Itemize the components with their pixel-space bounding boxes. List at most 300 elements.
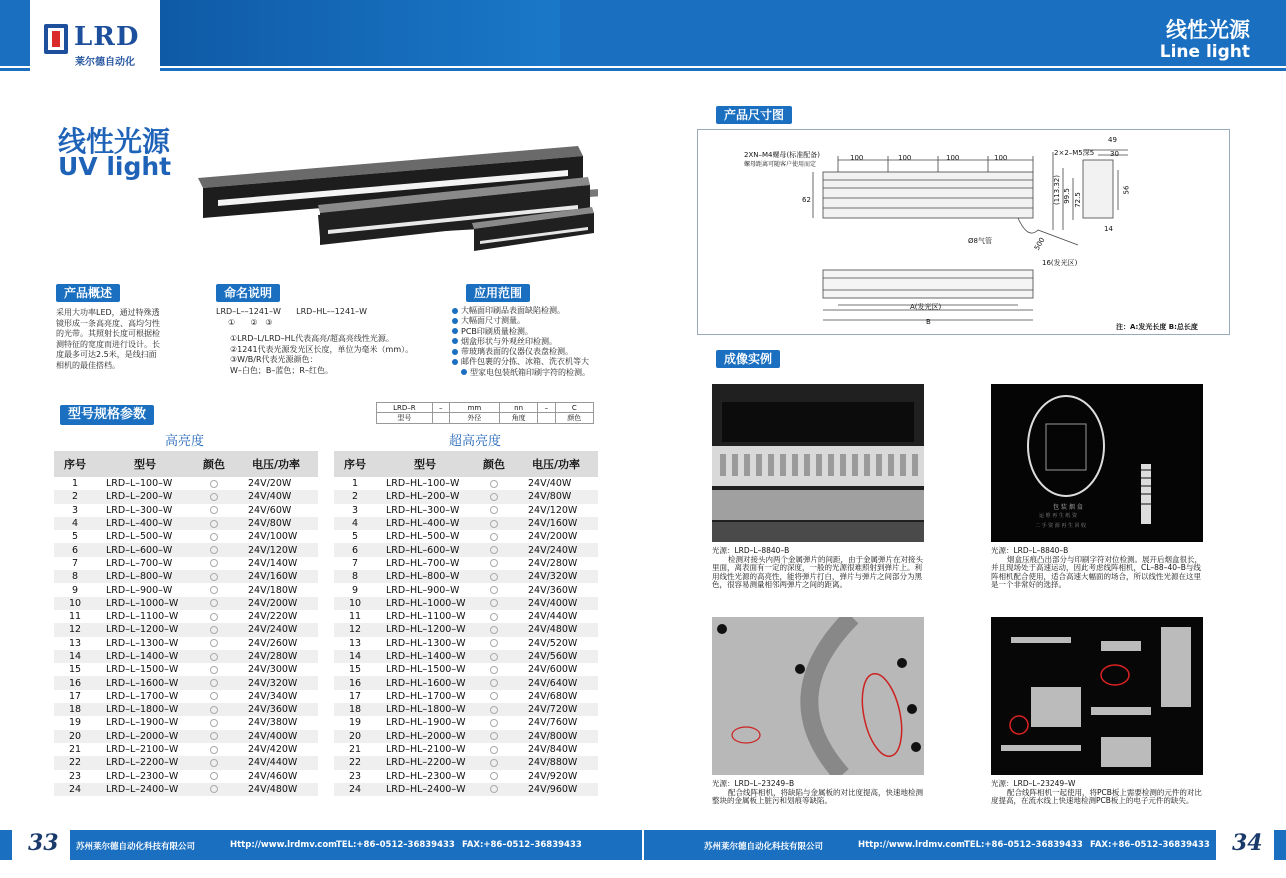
table-row — [54, 583, 318, 596]
table-row — [334, 756, 598, 769]
spec-table-high: 序号 型号 颜色 电压/功率 1 LRD–L–100–W 24V/20W 2 LRD–L–200–W 24V/40W 3 LRD–L–300–W 24V/60W 4 LRD–L–400–W 24V/80W 5 LRD–L–500–W 24V/100W 6 LRD–L–600–W 24V/120W 7 LRD–L–700–W 24V/140W 8 LRD–L–800–W 24V/160W 9 LRD–L–900–W 24V/180W 10 LRD–L–1000–W 24V/200W 11 LRD–L–1100–W 24V/220W 12 LRD–L–1200–W 24V/240W 13 LRD–L–1300–W 24V/260W 14 LRD–L–1400–W 24V/280W 15 LRD–L–1500–W 24V/300W 16 LRD–L–1600–W 24V/320W 17 LRD–L–1700–W 24V/340W 18 LRD–L–1800–W 24V/360W 19 LRD–L–1900–W 24V/380W 20 LRD–L–2000–W 24V/400W 21 LRD–L–2100–W 24V/420W 22 LRD–L–2200–W 24V/440W 23 LRD–L–2300–W 24V/460W 24 LRD–L–2400–W 24V/480W — [54, 451, 318, 796]
power-cell: 24V/320W — [234, 676, 318, 689]
table-row — [334, 504, 598, 517]
color-swatch-icon — [490, 520, 498, 528]
table-row — [54, 663, 318, 676]
table-row — [54, 650, 318, 663]
table-row — [334, 637, 598, 650]
model-cell: LRD–L–1500–W — [96, 663, 194, 676]
color-swatch-icon — [210, 772, 218, 780]
spacing-2: 100 — [898, 154, 912, 162]
power-cell: 24V/400W — [514, 597, 598, 610]
row-number: 20 — [334, 730, 376, 743]
row-number: 1 — [54, 477, 96, 490]
color-cell — [194, 730, 234, 743]
product-title-en: UV light — [58, 152, 172, 181]
color-swatch-icon — [210, 653, 218, 661]
color-swatch-icon — [210, 679, 218, 687]
color-cell — [474, 543, 514, 556]
overview-text: 采用大功率LED，通过特殊透 镜形成一条高亮度、高均匀性 的光带。其照射长度可根据检 测特征的宽度而进行设计。长 度最多可达2.5米，是线扫面 相机的最佳搭档。 — [56, 308, 160, 370]
caption-3: 光源：LRD–L–23249–B 配合线阵相机，将缺陷与金属板的对比度提高，快速地检测整块的金属板上脏污和划痕等缺陷。 — [712, 779, 923, 806]
table-row — [54, 783, 318, 796]
model-code-table: LRD–R – mm nn – C 型号 外径 角度 颜色 — [376, 402, 594, 424]
model-cell: LRD–L–1000–W — [96, 597, 194, 610]
color-cell — [474, 650, 514, 663]
color-cell — [474, 716, 514, 729]
power-cell: 24V/160W — [234, 570, 318, 583]
color-cell — [194, 743, 234, 756]
cig-text-2: 运 维 再 生 纸 资 — [1039, 513, 1077, 519]
row-number: 5 — [54, 530, 96, 543]
model-cell: LRD–L–1200–W — [96, 623, 194, 636]
table-row — [54, 570, 318, 583]
color-cell — [194, 637, 234, 650]
spacing-1: 100 — [850, 154, 864, 162]
model-cell: LRD–L–2000–W — [96, 730, 194, 743]
list-item: 型家电包装纸箱印刷字符的检测。 — [452, 368, 612, 378]
color-cell — [474, 703, 514, 716]
table-row — [334, 703, 598, 716]
power-cell: 24V/400W — [234, 730, 318, 743]
power-cell: 24V/280W — [234, 650, 318, 663]
logo — [30, 0, 160, 72]
cig-text-1: 包 装 烟 盒 — [1053, 504, 1083, 511]
power-cell: 24V/880W — [514, 756, 598, 769]
footer-fax-left: FAX:+86–0512–36839433 — [462, 840, 582, 850]
table-row — [54, 623, 318, 636]
table-row — [334, 477, 598, 490]
color-cell — [194, 663, 234, 676]
color-swatch-icon — [210, 573, 218, 581]
color-cell — [474, 756, 514, 769]
model-cell: LRD–HL–1500–W — [376, 663, 474, 676]
power-cell: 24V/480W — [234, 783, 318, 796]
color-cell — [474, 583, 514, 596]
power-cell: 24V/120W — [514, 504, 598, 517]
tag-spec: 型号规格参数 — [60, 405, 154, 425]
color-swatch-icon — [490, 759, 498, 767]
table-row — [334, 663, 598, 676]
table-row — [334, 650, 598, 663]
left-table-title: 高亮度 — [165, 434, 205, 449]
caption-4: 光源：LRD–L–23249–W 配合线阵相机一起使用，将PCB板上需要检测的元件的对比度提高，在流水线上快速地检测PCB板上的电子元件的缺失。 — [991, 779, 1202, 806]
color-cell — [474, 663, 514, 676]
color-swatch-icon — [210, 746, 218, 754]
row-number: 13 — [334, 637, 376, 650]
tag-dimensions: 产品尺寸图 — [716, 106, 792, 124]
color-cell — [474, 743, 514, 756]
model-cell: LRD–HL–800–W — [376, 570, 474, 583]
color-cell — [194, 676, 234, 689]
height-72: 72.5 — [1073, 192, 1082, 208]
color-swatch-icon — [210, 493, 218, 501]
model-cell: LRD–L–1600–W — [96, 676, 194, 689]
row-number: 8 — [54, 570, 96, 583]
power-cell: 24V/360W — [514, 583, 598, 596]
power-cell: 24V/60W — [234, 504, 318, 517]
color-cell — [194, 716, 234, 729]
power-cell: 24V/40W — [514, 477, 598, 490]
row-number: 22 — [334, 756, 376, 769]
nut-note: 螺母距离可随客户使用而定 — [744, 161, 817, 168]
model-cell: LRD–L–2100–W — [96, 743, 194, 756]
power-cell: 24V/320W — [514, 570, 598, 583]
row-number: 17 — [54, 690, 96, 703]
table-row — [54, 703, 318, 716]
color-swatch-icon — [490, 719, 498, 727]
color-swatch-icon — [210, 639, 218, 647]
color-cell — [194, 543, 234, 556]
table-row — [334, 623, 598, 636]
emit-label: 16(发光区) — [1042, 259, 1078, 267]
row-number: 18 — [334, 703, 376, 716]
color-swatch-icon — [210, 759, 218, 767]
row-number: 12 — [54, 623, 96, 636]
model-cell: LRD–L–600–W — [96, 543, 194, 556]
row-number: 9 — [334, 583, 376, 596]
table-row — [334, 783, 598, 796]
color-cell — [474, 530, 514, 543]
color-swatch-icon — [490, 639, 498, 647]
model-cell: LRD–HL–2400–W — [376, 783, 474, 796]
table-row — [334, 530, 598, 543]
color-swatch-icon — [490, 533, 498, 541]
example-photo-metal — [712, 617, 924, 775]
model-cell: LRD–L–200–W — [96, 490, 194, 503]
model-cell: LRD–HL–300–W — [376, 504, 474, 517]
list-item: 大幅面尺寸测量。 — [452, 316, 612, 326]
color-cell — [194, 504, 234, 517]
power-cell: 24V/520W — [514, 637, 598, 650]
model-cell: LRD–L–1700–W — [96, 690, 194, 703]
footer-company-left: 苏州莱尔德自动化科技有限公司 — [76, 842, 196, 852]
table-row — [54, 597, 318, 610]
model-cell: LRD–HL–1300–W — [376, 637, 474, 650]
spacing-3: 100 — [946, 154, 960, 162]
power-cell: 24V/200W — [514, 530, 598, 543]
height-62: 62 — [802, 196, 811, 204]
tag-application: 应用范围 — [466, 284, 530, 302]
table-row — [334, 770, 598, 783]
row-number: 11 — [54, 610, 96, 623]
table-row — [334, 517, 598, 530]
color-cell — [194, 517, 234, 530]
power-cell: 24V/480W — [514, 623, 598, 636]
table-row — [334, 730, 598, 743]
power-cell: 24V/40W — [234, 490, 318, 503]
power-cell: 24V/280W — [514, 557, 598, 570]
color-cell — [474, 676, 514, 689]
nut-label: 2XN–M4螺母(标准配备) — [744, 151, 820, 159]
table-row — [54, 610, 318, 623]
color-cell — [474, 570, 514, 583]
naming-text: ①LRD–L/LRD–HL代表高亮/超高亮线性光源。 ②1241代表光源发光区长度，单位为毫米（mm）。 ③W/B/R代表光源颜色： W–白色；B–蓝色；R–红色。 — [230, 334, 414, 375]
model-cell: LRD–HL–500–W — [376, 530, 474, 543]
row-number: 3 — [54, 504, 96, 517]
color-cell — [194, 477, 234, 490]
color-swatch-icon — [490, 746, 498, 754]
example-photo-connector — [712, 384, 924, 542]
row-number: 20 — [54, 730, 96, 743]
model-cell: LRD–HL–1400–W — [376, 650, 474, 663]
row-number: 18 — [54, 703, 96, 716]
color-swatch-icon — [210, 533, 218, 541]
power-cell: 24V/260W — [234, 637, 318, 650]
header-gradient — [160, 0, 560, 66]
row-number: 23 — [54, 770, 96, 783]
row-number: 21 — [334, 743, 376, 756]
right-table-title: 超高亮度 — [449, 434, 502, 449]
power-cell: 24V/160W — [514, 517, 598, 530]
power-cell: 24V/240W — [234, 623, 318, 636]
model-cell: LRD–L–400–W — [96, 517, 194, 530]
naming-marks: ① ② ③ — [228, 318, 273, 327]
b-label: B — [926, 318, 931, 326]
table-row — [334, 597, 598, 610]
color-cell — [474, 517, 514, 530]
height-99: 99.5 — [1062, 188, 1071, 204]
color-swatch-icon — [490, 613, 498, 621]
row-number: 24 — [54, 783, 96, 796]
model-cell: LRD–L–100–W — [96, 477, 194, 490]
dim-note: 注：A:发光长度 B:总长度 — [1116, 323, 1198, 331]
table-row — [334, 716, 598, 729]
row-number: 19 — [54, 716, 96, 729]
color-cell — [474, 783, 514, 796]
color-cell — [474, 477, 514, 490]
model-cell: LRD–HL–1900–W — [376, 716, 474, 729]
color-swatch-icon — [210, 480, 218, 488]
footer-url-left: Http://www.lrdmv.com — [230, 840, 338, 850]
row-number: 5 — [334, 530, 376, 543]
table-row — [54, 477, 318, 490]
model-cell: LRD–L–1100–W — [96, 610, 194, 623]
color-swatch-icon — [490, 785, 498, 793]
dimension-drawing — [697, 129, 1230, 335]
model-cell: LRD–HL–900–W — [376, 583, 474, 596]
page-number-right: 34 — [1232, 830, 1263, 856]
color-cell — [474, 557, 514, 570]
table-row — [334, 690, 598, 703]
color-swatch-icon — [490, 506, 498, 514]
row-number: 12 — [334, 623, 376, 636]
color-cell — [474, 490, 514, 503]
row-number: 19 — [334, 716, 376, 729]
color-swatch-icon — [210, 666, 218, 674]
row-number: 8 — [334, 570, 376, 583]
color-cell — [194, 623, 234, 636]
spacing-4: 100 — [994, 154, 1008, 162]
model-cell: LRD–L–1400–W — [96, 650, 194, 663]
row-number: 14 — [334, 650, 376, 663]
row-number: 2 — [54, 490, 96, 503]
table-row — [54, 770, 318, 783]
color-cell — [194, 530, 234, 543]
power-cell: 24V/760W — [514, 716, 598, 729]
color-cell — [194, 770, 234, 783]
row-number: 6 — [334, 543, 376, 556]
model-cell: LRD–L–500–W — [96, 530, 194, 543]
table-row — [334, 676, 598, 689]
list-item: PCB印刷质量检测。 — [452, 327, 612, 337]
color-cell — [194, 756, 234, 769]
color-swatch-icon — [210, 692, 218, 700]
table-row — [54, 676, 318, 689]
tag-overview: 产品概述 — [56, 284, 120, 302]
row-number: 7 — [334, 557, 376, 570]
color-swatch-icon — [210, 706, 218, 714]
table-row — [54, 690, 318, 703]
page-number-left: 33 — [28, 830, 59, 856]
model-cell: LRD–HL–100–W — [376, 477, 474, 490]
model-cell: LRD–HL–700–W — [376, 557, 474, 570]
logo-subtitle: 莱尔德自动化 — [75, 57, 135, 68]
side-56: 56 — [1122, 185, 1131, 195]
color-cell — [194, 490, 234, 503]
color-swatch-icon — [210, 586, 218, 594]
color-swatch-icon — [490, 573, 498, 581]
power-cell: 24V/560W — [514, 650, 598, 663]
power-cell: 24V/440W — [514, 610, 598, 623]
table-row — [54, 517, 318, 530]
color-swatch-icon — [210, 546, 218, 554]
model-cell: LRD–L–1800–W — [96, 703, 194, 716]
color-swatch-icon — [490, 559, 498, 567]
power-cell: 24V/80W — [514, 490, 598, 503]
row-number: 1 — [334, 477, 376, 490]
row-number: 10 — [54, 597, 96, 610]
color-cell — [194, 570, 234, 583]
table-row — [334, 610, 598, 623]
power-cell: 24V/420W — [234, 743, 318, 756]
color-cell — [194, 610, 234, 623]
color-cell — [194, 783, 234, 796]
row-number: 24 — [334, 783, 376, 796]
table-row — [334, 490, 598, 503]
row-number: 7 — [54, 557, 96, 570]
color-swatch-icon — [490, 546, 498, 554]
row-number: 23 — [334, 770, 376, 783]
color-cell — [474, 770, 514, 783]
color-swatch-icon — [490, 679, 498, 687]
row-number: 14 — [54, 650, 96, 663]
model-cell: LRD–L–2200–W — [96, 756, 194, 769]
model-cell: LRD–HL–200–W — [376, 490, 474, 503]
model-cell: LRD–L–700–W — [96, 557, 194, 570]
power-cell: 24V/120W — [234, 543, 318, 556]
model-cell: LRD–HL–1100–W — [376, 610, 474, 623]
cig-text-3: 二 手 资 源 再 生 回 收 — [1035, 523, 1087, 529]
tag-naming: 命名说明 — [216, 284, 280, 302]
caption-2: 光源：LRD–L–8840–B 烟盒压痕凸出部分与印刷字符对位检测。展开后烟盒很长，并且现场处于高速运动，因此考虑线阵相机，CL–88–40–B与线阵相机配合使用，适合高速大幅面的场合，所以线性光源在这里是一个非常好的选择。 — [991, 546, 1202, 590]
color-swatch-icon — [210, 599, 218, 607]
pcb-image — [991, 617, 1203, 775]
list-item: 邮件包裹的分拣、冰箱、洗衣机等大 — [452, 357, 612, 367]
model-cell: LRD–HL–1600–W — [376, 676, 474, 689]
caption-1: 光源：LRD–L–8840–B 检测对接头内两个金属弹片的间距，由于金属弹片在对接头里面，离表面有一定的深度，一般的光源很难照射到弹片上。利用线性光源的高亮性，能将弹片打白，弹片与弹片之间部分为黑色，很容易测量相邻两弹片之间的距离。 — [712, 546, 923, 590]
model-cell: LRD–L–900–W — [96, 583, 194, 596]
color-swatch-icon — [490, 586, 498, 594]
model-cell: LRD–HL–1800–W — [376, 703, 474, 716]
color-swatch-icon — [210, 785, 218, 793]
power-cell: 24V/380W — [234, 716, 318, 729]
row-number: 21 — [54, 743, 96, 756]
power-cell: 24V/300W — [234, 663, 318, 676]
power-cell: 24V/220W — [234, 610, 318, 623]
model-cell: LRD–HL–1200–W — [376, 623, 474, 636]
tag-examples: 成像实例 — [716, 350, 780, 368]
color-swatch-icon — [490, 692, 498, 700]
row-number: 22 — [54, 756, 96, 769]
naming-code-line: LRD–L––1241–W LRD–HL––1241–W — [216, 307, 368, 316]
power-cell: 24V/340W — [234, 690, 318, 703]
row-number: 16 — [54, 676, 96, 689]
color-swatch-icon — [490, 732, 498, 740]
table-row — [54, 743, 318, 756]
model-cell: LRD–HL–1700–W — [376, 690, 474, 703]
logo-text: LRD — [74, 22, 140, 52]
model-cell: LRD–HL–2200–W — [376, 756, 474, 769]
model-cell: LRD–HL–400–W — [376, 517, 474, 530]
list-item: 烟盒形状与外观丝印检测。 — [452, 337, 612, 347]
side-14: 14 — [1104, 225, 1113, 233]
model-cell: LRD–L–1900–W — [96, 716, 194, 729]
model-cell: LRD–HL–600–W — [376, 543, 474, 556]
side-slot: 2×2–M5深5 — [1054, 149, 1095, 157]
row-number: 16 — [334, 676, 376, 689]
power-cell: 24V/200W — [234, 597, 318, 610]
color-cell — [194, 597, 234, 610]
row-number: 13 — [54, 637, 96, 650]
a-label: A(发光区) — [910, 303, 942, 311]
example-photo-cigarette — [991, 384, 1203, 542]
table-row — [54, 543, 318, 556]
color-swatch-icon — [490, 653, 498, 661]
color-swatch-icon — [490, 599, 498, 607]
connector-image — [712, 384, 924, 542]
side-30: 30 — [1110, 150, 1119, 158]
model-cell: LRD–L–2400–W — [96, 783, 194, 796]
model-cell: LRD–L–800–W — [96, 570, 194, 583]
row-number: 6 — [54, 543, 96, 556]
color-swatch-icon — [210, 626, 218, 634]
color-swatch-icon — [490, 493, 498, 501]
product-title-cn: 线性光源 — [58, 125, 171, 158]
header-title-en: Line light — [1159, 42, 1250, 62]
footer-company-right: 苏州莱尔德自动化科技有限公司 — [704, 842, 824, 852]
color-cell — [194, 583, 234, 596]
power-cell: 24V/640W — [514, 676, 598, 689]
row-number: 11 — [334, 610, 376, 623]
row-number: 2 — [334, 490, 376, 503]
table-row — [54, 730, 318, 743]
color-swatch-icon — [490, 480, 498, 488]
power-cell: 24V/600W — [514, 663, 598, 676]
color-swatch-icon — [490, 772, 498, 780]
row-number: 10 — [334, 597, 376, 610]
color-swatch-icon — [490, 706, 498, 714]
color-swatch-icon — [490, 626, 498, 634]
model-cell: LRD–L–300–W — [96, 504, 194, 517]
model-cell: LRD–L–1300–W — [96, 637, 194, 650]
power-cell: 24V/140W — [234, 557, 318, 570]
logo-mark-icon — [44, 24, 68, 54]
color-cell — [474, 610, 514, 623]
footer-tel-left: TEL:+86–0512–36839433 — [336, 840, 455, 850]
power-cell: 24V/80W — [234, 517, 318, 530]
power-cell: 24V/720W — [514, 703, 598, 716]
row-number: 3 — [334, 504, 376, 517]
